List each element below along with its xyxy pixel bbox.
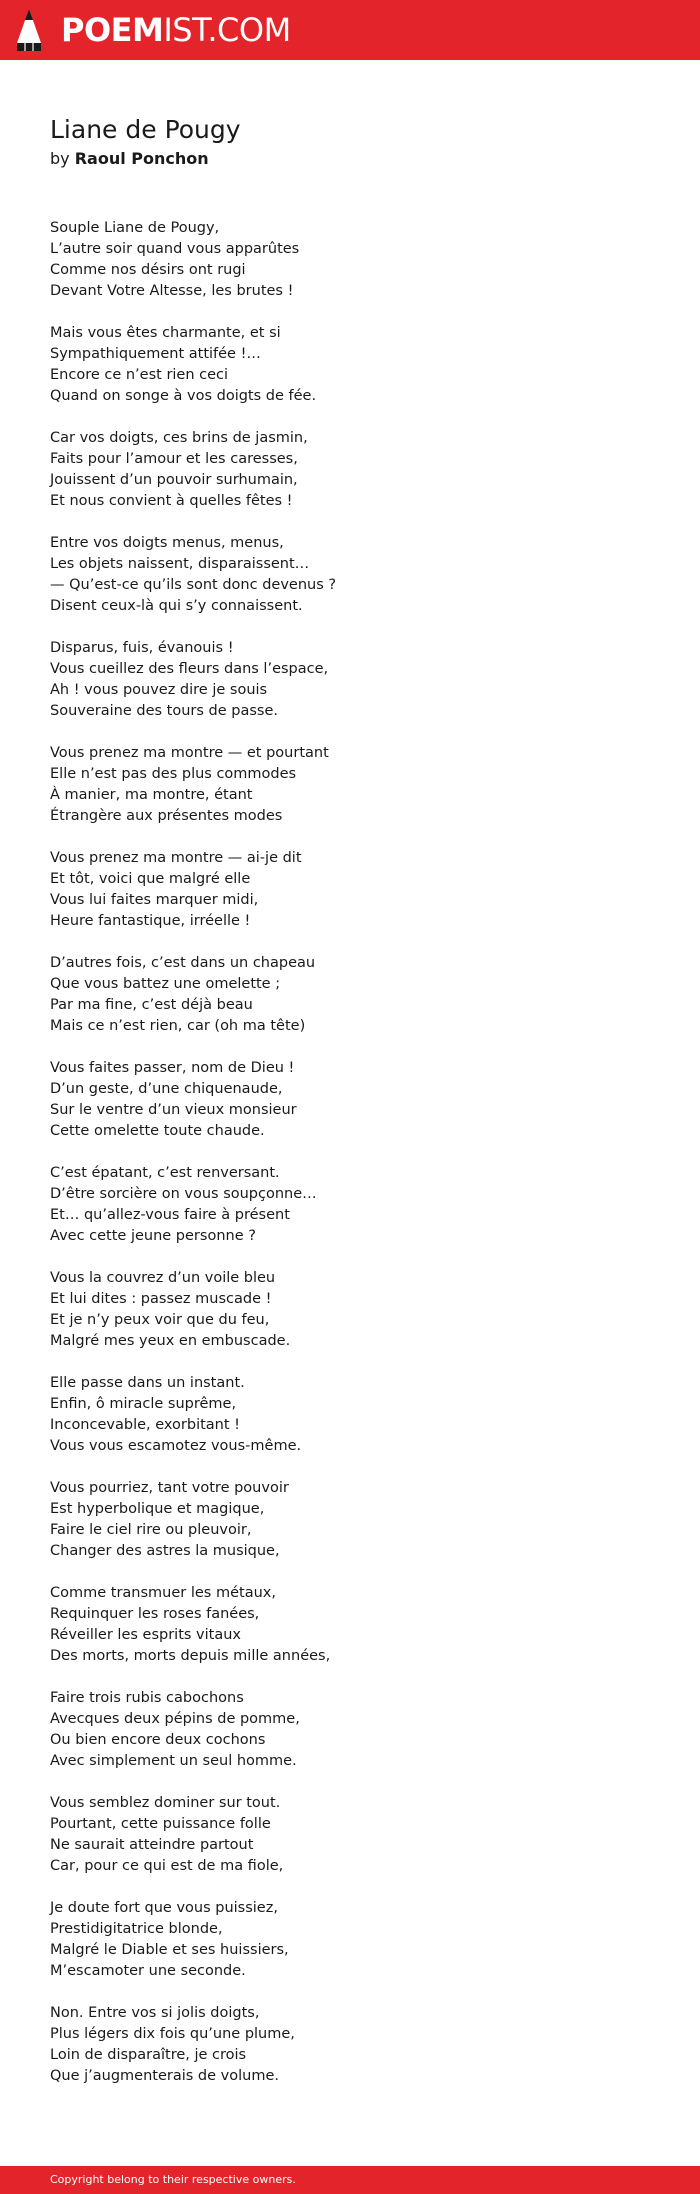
poem-line: M’escamoter une seconde. [50, 1963, 246, 1979]
poem-stanza [50, 1793, 650, 1877]
poem-line: Changer des astres la musique, [50, 1543, 280, 1559]
byline-prefix: by [50, 149, 70, 168]
poem-stanza [50, 1163, 650, 1247]
logo-text-bold: POEM [61, 11, 164, 49]
poem-line: Faire le ciel rire ou pleuvoir, [50, 1522, 252, 1538]
poem-line: Vous faites passer, nom de Dieu ! [50, 1060, 295, 1076]
poem-line: Malgré le Diable et ses huissiers, [50, 1942, 289, 1958]
poem-line: Vous prenez ma montre — ai-je dit [50, 850, 302, 866]
poem-line: Et tôt, voici que malgré elle [50, 871, 251, 887]
poem-line: Et… qu’allez-vous faire à présent [50, 1207, 290, 1223]
poem-line: Réveiller les esprits vitaux [50, 1627, 242, 1643]
poem-line: Que vous battez une omelette ; [50, 976, 281, 992]
poem-line: Elle passe dans un instant. [50, 1375, 245, 1391]
logo-text-light: IST.COM [163, 11, 291, 49]
poem-line: Devant Votre Altesse, les brutes ! [50, 283, 294, 299]
poem-byline [50, 148, 209, 170]
pencil-logo-icon[interactable] [16, 9, 42, 51]
poem-line: Quand on songe à vos doigts de fée. [50, 388, 317, 404]
poem-stanza [50, 1478, 650, 1562]
poem-line: Comme nos désirs ont rugi [50, 262, 246, 278]
poem-line: — Qu’est-ce qu’ils sont donc devenus ? [50, 577, 337, 593]
poem-line: Vous vous escamotez vous-même. [50, 1438, 302, 1454]
poem-line: D’être sorcière on vous soupçonne… [50, 1186, 317, 1202]
poem-stanza [50, 1268, 650, 1352]
site-logo-link[interactable] [61, 10, 291, 50]
poem-stanza [50, 428, 650, 512]
poem-line: Vous lui faites marquer midi, [50, 892, 259, 908]
poem-stanza [50, 1898, 650, 1982]
poem-line: Vous semblez dominer sur tout. [50, 1795, 281, 1811]
poem-line: Car, pour ce qui est de ma fiole, [50, 1858, 284, 1874]
poem-author: Raoul Ponchon [74, 149, 209, 168]
poem-stanza [50, 1373, 650, 1457]
poem-line: Encore ce n’est rien ceci [50, 367, 229, 383]
poem-line: Avec simplement un seul homme. [50, 1753, 297, 1769]
poem-line: Étrangère aux présentes modes [50, 808, 283, 824]
poem-body [50, 218, 650, 2108]
poem-line: Ah ! vous pouvez dire je souis [50, 682, 268, 698]
copyright-text: Copyright belong to their respective owners. [50, 2173, 296, 2186]
poem-line: Ou bien encore deux cochons [50, 1732, 266, 1748]
poem-line: Jouissent d’un pouvoir surhumain, [50, 472, 298, 488]
poem-line: Avec cette jeune personne ? [50, 1228, 256, 1244]
poem-line: Vous la couvrez d’un voile bleu [50, 1270, 276, 1286]
poem-line: Comme transmuer les métaux, [50, 1585, 276, 1601]
poem-line: Ne saurait atteindre partout [50, 1837, 254, 1853]
poem-line: Faire trois rubis cabochons [50, 1690, 244, 1706]
poem-line: Inconcevable, exorbitant ! [50, 1417, 240, 1433]
site-footer [0, 2166, 700, 2194]
poem-stanza [50, 1688, 650, 1772]
poem-stanza [50, 1058, 650, 1142]
poem-line: À manier, ma montre, étant [50, 787, 253, 803]
poem-line: Et lui dites : passez muscade ! [50, 1291, 272, 1307]
poem-stanza [50, 848, 650, 932]
site-header [0, 0, 700, 60]
poem-line: Sympathiquement attifée !… [50, 346, 261, 362]
poem-line: Faits pour l’amour et les caresses, [50, 451, 298, 467]
poem-stanza [50, 323, 650, 407]
poem-line: Avecques deux pépins de pomme, [50, 1711, 300, 1727]
poem-line: Vous pourriez, tant votre pouvoir [50, 1480, 289, 1496]
poem-line: Car vos doigts, ces brins de jasmin, [50, 430, 308, 446]
poem-title: Liane de Pougy [50, 115, 241, 144]
poem-line: Et nous convient à quelles fêtes ! [50, 493, 293, 509]
poem-line: Disparus, fuis, évanouis ! [50, 640, 234, 656]
poem-line: Souple Liane de Pougy, [50, 220, 220, 236]
poem-line: Souveraine des tours de passe. [50, 703, 278, 719]
poem-stanza [50, 743, 650, 827]
poem-stanza [50, 218, 650, 302]
poem-line: Des morts, morts depuis mille années, [50, 1648, 331, 1664]
poem-line: Elle n’est pas des plus commodes [50, 766, 297, 782]
poem-line: Prestidigitatrice blonde, [50, 1921, 223, 1937]
poem-line: Requinquer les roses fanées, [50, 1606, 260, 1622]
poem-line: Disent ceux-là qui s’y connaissent. [50, 598, 303, 614]
poem-stanza [50, 1583, 650, 1667]
poem-stanza [50, 2003, 650, 2087]
poem-line: Heure fantastique, irréelle ! [50, 913, 251, 929]
poem-line: Mais vous êtes charmante, et si [50, 325, 281, 341]
poem-line: Sur le ventre d’un vieux monsieur [50, 1102, 297, 1118]
poem-line: Et je n’y peux voir que du feu, [50, 1312, 270, 1328]
poem-line: Plus légers dix fois qu’une plume, [50, 2026, 295, 2042]
poem-line: Les objets naissent, disparaissent… [50, 556, 310, 572]
poem-stanza [50, 953, 650, 1037]
poem-line: Je doute fort que vous puissiez, [50, 1900, 278, 1916]
poem-line: Mais ce n’est rien, car (oh ma tête) [50, 1018, 306, 1034]
poem-line: Vous prenez ma montre — et pourtant [50, 745, 329, 761]
poem-line: D’un geste, d’une chiquenaude, [50, 1081, 283, 1097]
poem-line: Entre vos doigts menus, menus, [50, 535, 284, 551]
poem-line: Loin de disparaître, je crois [50, 2047, 247, 2063]
poem-line: D’autres fois, c’est dans un chapeau [50, 955, 316, 971]
poem-line: L’autre soir quand vous apparûtes [50, 241, 300, 257]
poem-line: Que j’augmenterais de volume. [50, 2068, 279, 2084]
poem-line: Par ma fine, c’est déjà beau [50, 997, 253, 1013]
poem-line: Enfin, ô miracle suprême, [50, 1396, 237, 1412]
poem-line: Pourtant, cette puissance folle [50, 1816, 271, 1832]
poem-stanza [50, 638, 650, 722]
poem-line: Vous cueillez des fleurs dans l’espace, [50, 661, 329, 677]
poem-line: Cette omelette toute chaude. [50, 1123, 265, 1139]
poem-line: C’est épatant, c’est renversant. [50, 1165, 280, 1181]
poem-stanza [50, 533, 650, 617]
poem-line: Non. Entre vos si jolis doigts, [50, 2005, 260, 2021]
poem-line: Est hyperbolique et magique, [50, 1501, 265, 1517]
poem-line: Malgré mes yeux en embuscade. [50, 1333, 291, 1349]
